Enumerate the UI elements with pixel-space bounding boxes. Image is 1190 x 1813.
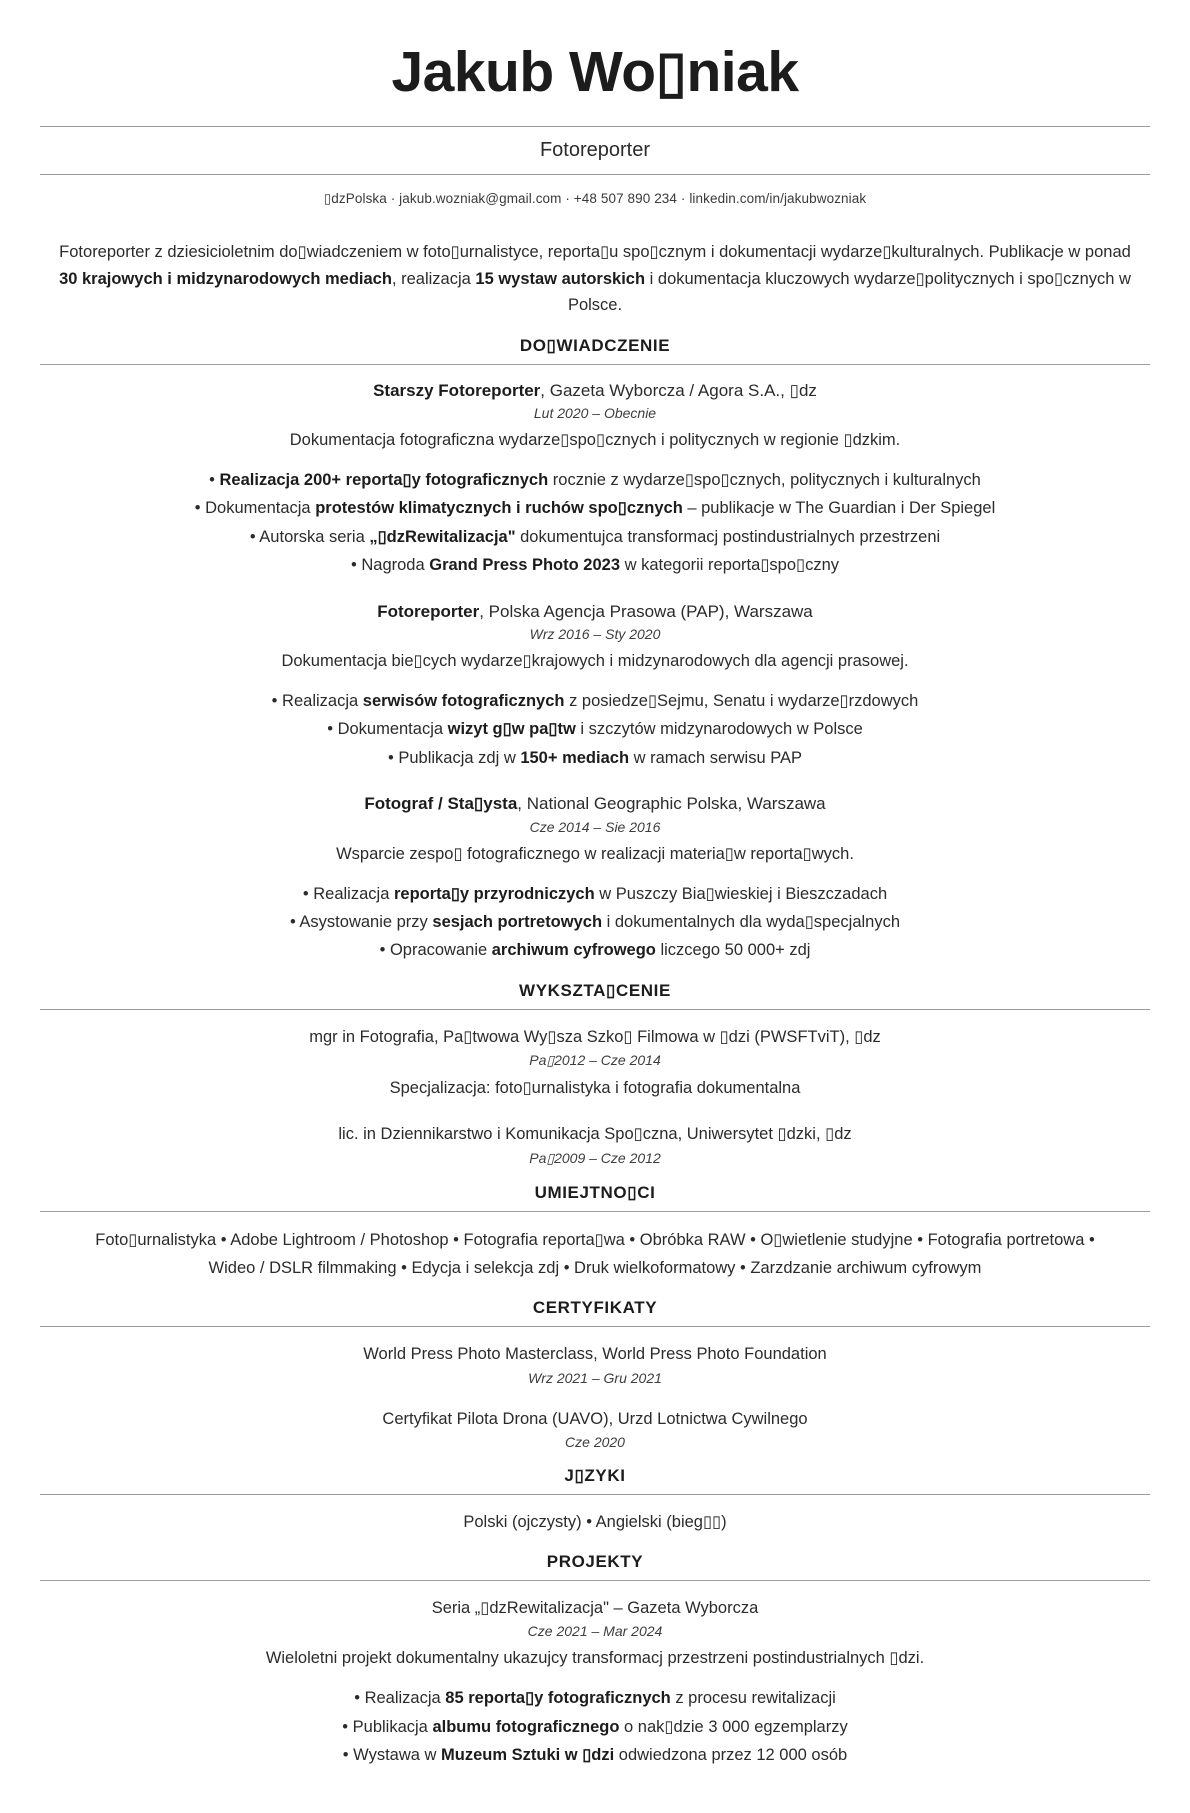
list-item: • Realizacja 200+ reporta▯y fotograficznych rocznie z wydarze▯spo▯cznych, politycznych i kulturalnych — [209, 471, 981, 490]
summary-text-3: i dokumentacja kluczowych wydarze▯politycznych i spo▯cznych w Polsce. — [567, 269, 1131, 315]
bullet-bold: sesjach portretowych — [432, 912, 603, 931]
section-title-skills: UMIEJTNO▯CI — [534, 1182, 656, 1202]
bullet-rest: – publikacje w The Guardian i Der Spiegel — [682, 499, 996, 518]
job-company: , National Geographic Polska, Warszawa — [517, 794, 826, 814]
section-languages — [40, 1466, 1150, 1535]
bullet-lead: Publikacja — [352, 1717, 433, 1736]
section-title-education: WYKSZTA▯CENIE — [519, 980, 671, 1000]
bullet-rest: liczcego 50 000+ zdj — [655, 941, 811, 960]
bullet-lead: Publikacja zdj w — [398, 748, 521, 767]
bullet-bold: protestów klimatycznych i ruchów spo▯cznych — [315, 499, 683, 518]
bullet-lead: Opracowanie — [389, 941, 492, 960]
job-dates: Lut 2020 – Obecnie — [533, 405, 657, 422]
certificate-title: World Press Photo Masterclass, World Press Photo Foundation — [363, 1344, 827, 1363]
bullet-lead: Nagroda — [361, 556, 430, 575]
bullet-rest: z posiedze▯Sejmu, Senatu i wydarze▯rzdowych — [564, 691, 919, 710]
project-description: Wieloletni projekt dokumentalny ukazujcy transformacj przestrzeni postindustrialnych ▯dzi. — [265, 1649, 925, 1668]
list-item: • Realizacja 85 reporta▯y fotograficznych z procesu rewitalizacji — [354, 1689, 836, 1708]
experience-entry — [40, 600, 1150, 773]
candidate-name: Jakub Wo▯niak — [391, 40, 799, 104]
bullet-bold: Muzeum Sztuki w ▯dzi — [441, 1745, 615, 1764]
experience-entry-header — [40, 600, 1150, 625]
list-item: • Wystawa w Muzeum Sztuki w ▯dzi odwiedzona przez 12 000 osób — [342, 1745, 848, 1764]
degree-dates: Pa▯2012 – Cze 2014 — [529, 1052, 661, 1069]
section-certificates — [40, 1298, 1150, 1450]
job-dates: Cze 2014 – Sie 2016 — [529, 818, 661, 835]
bullet-bold: 85 reporta▯y fotograficznych — [445, 1689, 671, 1708]
project-title: Seria „▯dzRewitalizacja" – Gazeta Wyborcza — [431, 1598, 759, 1617]
job-description: Wsparcie zespo▯ fotograficznego w realizacji materia▯w reporta▯wych. — [336, 844, 854, 863]
bullet-rest: dokumentujca transformacj postindustrialnych przestrzeni — [515, 527, 941, 546]
skills-line-1: Foto▯urnalistyka • Adobe Lightroom / Photoshop • Fotografia reporta▯wa • Obróbka RAW • O▯wietlenie studyjne • Fotografia portretowa • — [95, 1230, 1095, 1249]
job-dates: Wrz 2016 – Sty 2020 — [529, 626, 661, 643]
bullet-bold: serwisów fotograficznych — [362, 691, 565, 710]
list-item: • Opracowanie archiwum cyfrowego liczcego 50 000+ zdj — [379, 941, 811, 960]
section-experience — [40, 336, 1150, 965]
list-item: • Publikacja zdj w 150+ mediach w ramach serwisu PAP — [387, 748, 803, 767]
section-title-projects: PROJEKTY — [546, 1551, 644, 1571]
project-entry — [40, 1595, 1150, 1770]
list-item: • Realizacja reporta▯y przyrodniczych w Puszczy Bia▯wieskiej i Bieszczadach — [302, 884, 888, 903]
bullet-bold: 150+ mediach — [520, 748, 630, 767]
section-education — [40, 981, 1150, 1167]
list-item: • Dokumentacja protestów klimatycznych i ruchów spo▯cznych – publikacje w The Guardian i Der Spiegel — [194, 499, 996, 518]
list-item: • Dokumentacja wizyt g▯w pa▯tw i szczytów midzynarodowych w Polsce — [327, 720, 863, 739]
degree-title: lic. in Dziennikarstwo i Komunikacja Spo▯czna, Uniwersytet ▯dzki, ▯dz — [338, 1125, 852, 1144]
bullet-bold: wizyt g▯w pa▯tw — [447, 720, 576, 739]
summary-text-2: , realizacja — [391, 269, 476, 288]
job-company: , Polska Agencja Prasowa (PAP), Warszawa — [479, 601, 813, 621]
bullet-bold: archiwum cyfrowego — [491, 941, 656, 960]
degree-dates: Pa▯2009 – Cze 2012 — [529, 1149, 661, 1166]
bullet-bold: „▯dzRewitalizacja" — [369, 527, 516, 546]
degree-title: mgr in Fotografia, Pa▯twowa Wy▯sza Szko▯ Filmowa w ▯dzi (PWSFTviT), ▯dz — [309, 1027, 881, 1046]
job-title: Fotograf / Sta▯ysta — [364, 794, 518, 814]
job-title: Fotoreporter — [377, 601, 480, 621]
job-bullet-list — [40, 880, 1150, 965]
bullet-rest: z procesu rewitalizacji — [670, 1689, 836, 1708]
bullet-lead: Wystawa w — [353, 1745, 442, 1764]
bullet-bold: Realizacja 200+ reporta▯y fotograficznych — [219, 471, 549, 490]
skills-line-2: Wideo / DSLR filmmaking • Edycja i selekcja zdj • Druk wielkoformatowy • Zarzdzanie archiwum cyfrowym — [208, 1258, 982, 1277]
section-title-languages: J▯ZYKI — [564, 1466, 626, 1486]
section-title-certificates: CERTYFIKATY — [532, 1297, 658, 1317]
certificate-title: Certyfikat Pilota Drona (UAVO), Urzd Lotnictwa Cywilnego — [382, 1409, 808, 1428]
languages-line: Polski (ojczysty) • Angielski (bieg▯▯) — [463, 1513, 727, 1532]
job-company: , Gazeta Wyborcza / Agora S.A., ▯dz — [540, 380, 817, 400]
bullet-rest: w Puszczy Bia▯wieskiej i Bieszczadach — [594, 884, 888, 903]
education-entry — [40, 1121, 1150, 1167]
list-item: • Publikacja albumu fotograficznego o nak▯dzie 3 000 egzemplarzy — [342, 1717, 848, 1736]
list-item: • Realizacja serwisów fotograficznych z posiedze▯Sejmu, Senatu i wydarze▯rzdowych — [271, 691, 919, 710]
bullet-rest: rocznie z wydarze▯spo▯cznych, politycznych i kulturalnych — [548, 471, 981, 490]
section-skills — [40, 1183, 1150, 1282]
bullet-rest: w ramach serwisu PAP — [629, 748, 803, 767]
section-projects — [40, 1552, 1150, 1770]
bullet-rest: i dokumentalnych dla wyda▯specjalnych — [602, 912, 901, 931]
degree-specialization: Specjalizacja: foto▯urnalistyka i fotografia dokumentalna — [389, 1079, 801, 1098]
job-description: Dokumentacja fotograficzna wydarze▯spo▯cznych i politycznych w regionie ▯dzkim. — [289, 431, 901, 450]
bullet-lead: Dokumentacja — [205, 499, 316, 518]
section-title-experience: DO▯WIADCZENIE — [519, 335, 671, 355]
list-item: • Asystowanie przy sesjach portretowych i dokumentalnych dla wyda▯specjalnych — [289, 912, 901, 931]
bullet-lead: Dokumentacja — [337, 720, 448, 739]
bullet-rest: odwiedzona przez 12 000 osób — [614, 1745, 848, 1764]
certificate-entry — [40, 1341, 1150, 1386]
bullet-lead: Autorska seria — [259, 527, 370, 546]
experience-entry — [40, 379, 1150, 580]
certificate-dates: Cze 2020 — [565, 1434, 625, 1451]
bullet-lead: Realizacja — [364, 1689, 446, 1708]
experience-entry — [40, 792, 1150, 965]
bullet-rest: w kategorii reporta▯spo▯czny — [620, 556, 840, 575]
bullet-lead: Asystowanie przy — [299, 912, 433, 931]
bullet-bold: Grand Press Photo 2023 — [429, 556, 620, 575]
bullet-lead: Realizacja — [313, 884, 394, 903]
certificate-entry — [40, 1406, 1150, 1451]
professional-summary — [40, 225, 1150, 319]
project-bullet-list — [40, 1684, 1150, 1769]
bullet-rest: i szczytów midzynarodowych w Polsce — [575, 720, 863, 739]
bullet-bold: albumu fotograficznego — [432, 1717, 620, 1736]
summary-highlight-media: 30 krajowych i midzynarodowych mediach — [59, 269, 392, 288]
project-dates: Cze 2021 – Mar 2024 — [527, 1623, 663, 1640]
summary-highlight-exhibitions: 15 wystaw autorskich — [475, 269, 646, 288]
experience-entry-header — [40, 792, 1150, 817]
job-bullet-list — [40, 687, 1150, 772]
job-title: Starszy Fotoreporter — [373, 380, 541, 400]
summary-text-1: Fotoreporter z dziesicioletnim do▯wiadczeniem w foto▯urnalistyce, reporta▯u spo▯cznym i dokumentacji wydarze▯kulturalnych. Publikacje w ponad — [59, 243, 1131, 262]
bullet-rest: o nak▯dzie 3 000 egzemplarzy — [619, 1717, 848, 1736]
list-item: • Nagroda Grand Press Photo 2023 w kategorii reporta▯spo▯czny — [350, 556, 840, 575]
education-entry — [40, 1024, 1150, 1101]
experience-entry-header — [40, 379, 1150, 404]
bullet-lead: Realizacja — [282, 691, 363, 710]
list-item: • Autorska seria „▯dzRewitalizacja" dokumentujca transformacj postindustrialnych przestrzeni — [249, 527, 941, 546]
contact-line: ▯dzPolska · jakub.wozniak@gmail.com · +48 507 890 234 · linkedin.com/in/jakubwozniak — [323, 190, 867, 206]
candidate-job-title: Fotoreporter — [539, 138, 651, 161]
bullet-bold: reporta▯y przyrodniczych — [393, 884, 595, 903]
job-description: Dokumentacja bie▯cych wydarze▯krajowych i midzynarodowych dla agencji prasowej. — [281, 652, 909, 671]
job-bullet-list — [40, 466, 1150, 580]
certificate-dates: Wrz 2021 – Gru 2021 — [528, 1369, 662, 1386]
